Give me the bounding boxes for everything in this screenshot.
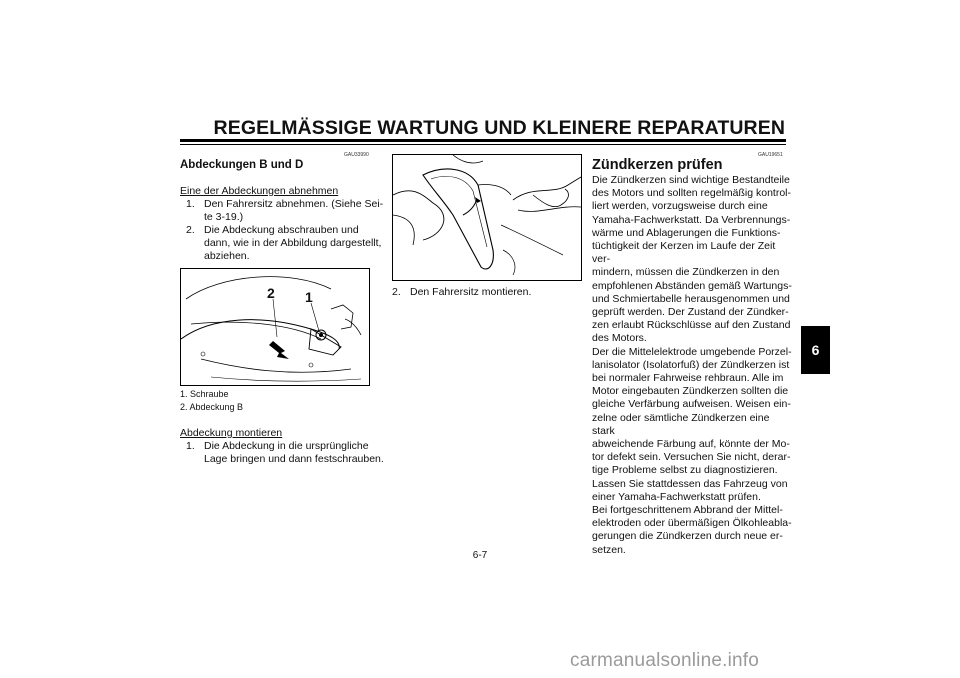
section-heading: Abdeckungen B und D bbox=[180, 159, 304, 171]
step-number: 1. bbox=[186, 198, 195, 210]
watermark: carmanualsonline.info bbox=[570, 650, 760, 671]
step-number: 1. bbox=[186, 440, 195, 452]
page-number: 6-7 bbox=[472, 550, 488, 561]
body-line: einer Yamaha-Fachwerkstatt prüfen. bbox=[592, 490, 761, 503]
cover-illustration bbox=[181, 269, 369, 385]
body-line: Der die Mittelelektrode umgebende Porzel- bbox=[592, 345, 792, 358]
step-text-line: Lage bringen und dann festschrauben. bbox=[204, 453, 384, 466]
body-line: gleiche Verfärbung aufweisen. Weisen ein- bbox=[592, 398, 791, 411]
section-code: GAU33990 bbox=[344, 152, 369, 158]
body-line: elektroden oder übermäßigen Ölkohleabla- bbox=[592, 517, 792, 530]
figure-label-1: 1 bbox=[305, 289, 313, 305]
body-line: mindern, müssen die Zündkerzen in den bbox=[592, 266, 780, 279]
figure-cover-b bbox=[180, 268, 370, 386]
figure-label-2: 2 bbox=[267, 285, 275, 301]
body-line: tor defekt sein. Versuchen Sie nicht, derar- bbox=[592, 451, 791, 464]
figure-seat bbox=[392, 154, 582, 281]
spark-plug-body bbox=[592, 174, 792, 557]
col2-step-2 bbox=[392, 286, 582, 300]
body-line: Bei fortgeschrittenem Abbrand der Mittel- bbox=[592, 504, 783, 517]
section-code: GAU19651 bbox=[758, 152, 783, 158]
body-line: des Motors und sollten regelmäßig kontrol- bbox=[592, 187, 792, 200]
chapter-tab: 6 bbox=[801, 326, 830, 374]
section-heading: Zündkerzen prüfen bbox=[592, 157, 723, 173]
step-text-line: dann, wie in der Abbildung dargestellt, bbox=[204, 237, 382, 250]
remove-step-2 bbox=[186, 224, 386, 264]
body-line: lanisolator (Isolatorfuß) der Zündkerzen ist bbox=[592, 358, 790, 371]
body-line: und Schmiertabelle herausgenommen und bbox=[592, 292, 790, 305]
header-rule bbox=[180, 139, 786, 142]
install-step-1 bbox=[186, 440, 386, 467]
step-text-line: Die Abdeckung in die ursprüngliche bbox=[204, 440, 369, 452]
body-line: bei normaler Fahrweise rehbraun. Alle im bbox=[592, 372, 784, 385]
body-line: wärme und Ablagerungen die Funktions- bbox=[592, 226, 781, 239]
step-text-line: te 3-19.) bbox=[204, 211, 244, 224]
install-subheading: Abdeckung montieren bbox=[180, 427, 283, 439]
body-line: zen erlaubt Rückschlüsse auf den Zustand bbox=[592, 319, 791, 332]
step-number: 2. bbox=[186, 224, 195, 236]
body-line: Motor eingebauten Zündkerzen sollten die bbox=[592, 385, 789, 398]
figure-caption-2: 2. Abdeckung B bbox=[180, 402, 244, 412]
figure-caption-1: 1. Schraube bbox=[180, 389, 229, 399]
body-line: empfohlenen Abständen gemäß Wartungs- bbox=[592, 279, 792, 292]
step-number: 2. bbox=[392, 286, 401, 298]
body-line: Die Zündkerzen sind wichtige Bestandteile bbox=[592, 174, 790, 186]
step-text-line: Den Fahrersitz montieren. bbox=[410, 286, 532, 298]
body-line: gerungen die Zündkerzen durch neue er- bbox=[592, 530, 783, 543]
remove-subheading: Eine der Abdeckungen abnehmen bbox=[180, 185, 339, 197]
body-line: Yamaha-Fachwerkstatt. Da Verbrennungs- bbox=[592, 213, 791, 226]
body-line: abweichende Färbung auf, könnte der Mo- bbox=[592, 438, 790, 451]
body-line: zelne oder sämtliche Zündkerzen eine stark bbox=[592, 411, 770, 437]
body-line: tige Probleme selbst zu diagnostizieren. bbox=[592, 464, 778, 477]
body-line: Lassen Sie stattdessen das Fahrzeug von bbox=[592, 477, 788, 490]
remove-step-1 bbox=[186, 198, 386, 225]
body-line: setzen. bbox=[592, 543, 626, 556]
body-line: des Motors. bbox=[592, 332, 647, 345]
seat-illustration bbox=[393, 155, 581, 280]
step-text-line: Den Fahrersitz abnehmen. (Siehe Sei- bbox=[204, 198, 384, 210]
body-line: tüchtigkeit der Kerzen im Laufe der Zeit ver- bbox=[592, 240, 776, 266]
step-text-line: abziehen. bbox=[204, 250, 250, 263]
body-line: geprüft werden. Der Zustand der Zündker- bbox=[592, 306, 789, 319]
header-rule-thin bbox=[180, 144, 786, 145]
body-line: liert werden, vorzugsweise durch eine bbox=[592, 200, 768, 213]
page-title: REGELMÄSSIGE WARTUNG UND KLEINERE REPARATUREN bbox=[213, 117, 785, 139]
step-text-line: Die Abdeckung abschrauben und bbox=[204, 224, 359, 236]
